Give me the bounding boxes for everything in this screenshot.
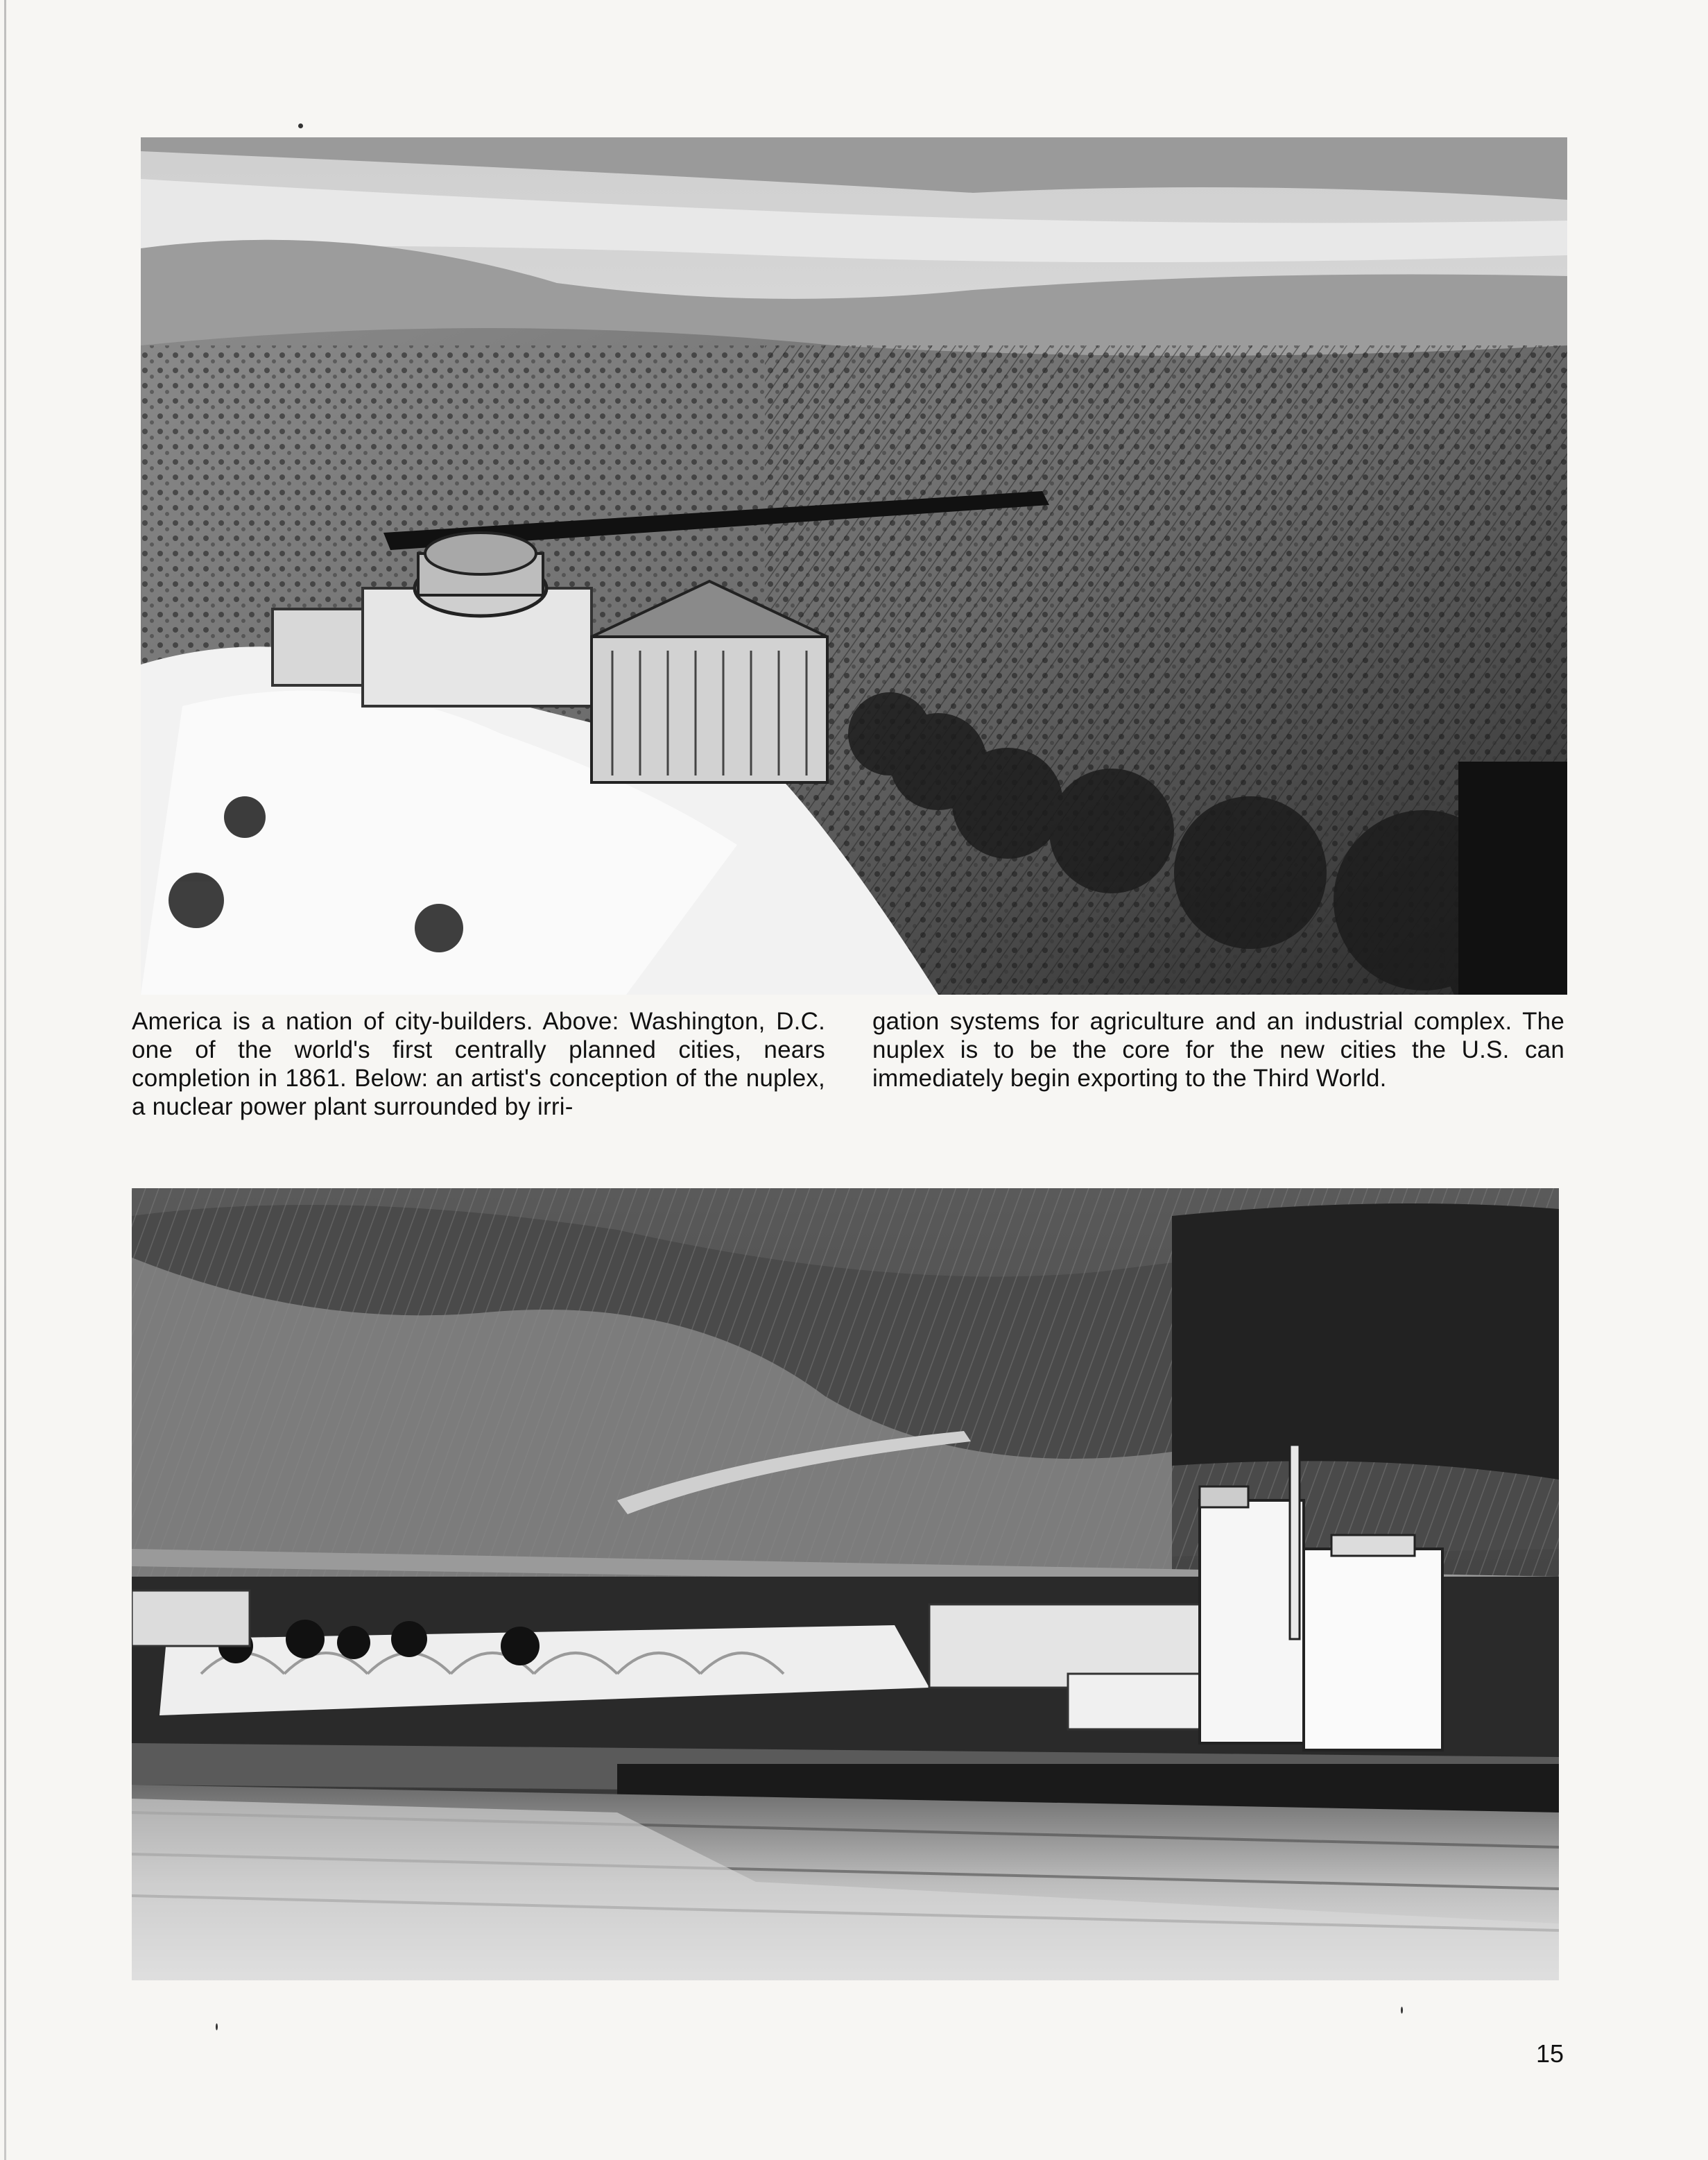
- washington-dc-engraving: [141, 137, 1567, 995]
- print-speck: [1401, 2007, 1403, 2014]
- page-edge-rule: [4, 0, 6, 2160]
- page-number: 15: [1536, 2039, 1564, 2068]
- caption-right-column: gation systems for agriculture and an industrial complex. The nuplex is to be the core for the new cities the U.S. can immediately begin exporting to the Third World.: [872, 1008, 1564, 1092]
- print-speck: [216, 2023, 218, 2030]
- washington-dc-engraving-art: [141, 137, 1567, 995]
- caption-left-column: America is a nation of city-builders. Above: Washington, D.C. one of the world's first centrally planned cities, nears completion in 1861. Below: an artist's conception of the nuplex, a nuclear power plant surrounded by irri-: [132, 1008, 825, 1120]
- print-speck: [298, 123, 303, 128]
- nuplex-illustration-art: [132, 1188, 1559, 1980]
- nuplex-illustration: [132, 1188, 1559, 1980]
